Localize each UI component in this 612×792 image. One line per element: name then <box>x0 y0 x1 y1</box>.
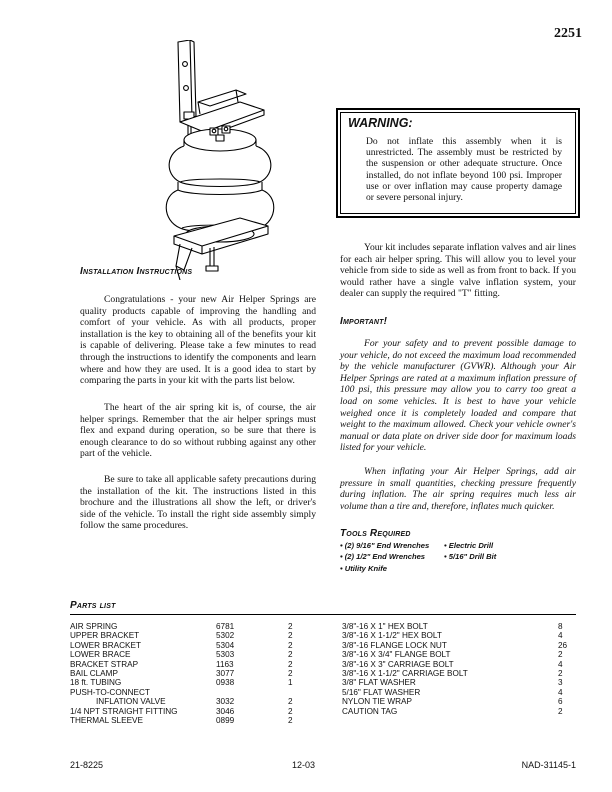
part-quantity: 2 <box>288 668 293 678</box>
part-name: BRACKET STRAP <box>70 659 139 669</box>
part-number: 5304 <box>216 640 235 650</box>
parts-list-row <box>70 641 576 650</box>
hardware-quantity: 2 <box>558 668 563 678</box>
tool-item: • Electric Drill <box>444 541 494 550</box>
part-quantity: 2 <box>288 697 293 707</box>
hardware-quantity: 8 <box>558 622 563 631</box>
part-name: 1/4 NPT STRAIGHT FITTING <box>70 706 178 716</box>
parts-list-row <box>70 707 576 716</box>
hardware-name: 3/8"-16 X 3" CARRIAGE BOLT <box>342 659 454 669</box>
tool-item: • (2) 1/2" End Wrenches <box>340 552 426 562</box>
hardware-name: 3/8"-16 X 3/4" FLANGE BOLT <box>342 650 451 660</box>
part-number: 5303 <box>216 650 235 660</box>
hardware-quantity: 26 <box>558 640 568 650</box>
air-spring-assembly-drawing <box>140 40 300 280</box>
part-name: THERMAL SLEEVE <box>70 715 143 725</box>
footer-right: NAD-31145-1 <box>521 760 576 770</box>
warning-text: Do not inflate this assembly when it is unrestricted. The assembly must be restricted by the suspension or other adequate structure. Once installed, do not inflate beyond 100 psi. Improper use or over inflation may cause property damage or severe personal injury. <box>366 136 562 204</box>
part-number: 6781 <box>216 622 235 631</box>
part-number: 3046 <box>216 706 235 716</box>
tool-item: • (2) 9/16" End Wrenches <box>340 541 430 550</box>
part-name: 18 ft. TUBING <box>70 678 122 688</box>
parts-list-row <box>70 678 576 687</box>
part-name: PUSH-TO-CONNECT <box>70 687 150 697</box>
part-number: 5302 <box>216 631 235 641</box>
footer-left: 21-8225 <box>70 760 104 770</box>
hardware-name: 3/8"-16 X 1" HEX BOLT <box>342 622 428 631</box>
important-paragraph-1: For your safety and to prevent possible damage to your vehicle, do not exceed the maximum load recommended by the vehicle manufacturer (GVWR). Although your Air Helper Springs are rated at a maximum inflation pressure of 100 psi, this pressure may allow you to carry too great a load on some vehicles. It is best to have your vehicle weighed once it is completely loaded and compare that weight to the maximum allowed. Check your vehicle owner's manual or data plate on driver side door for maximum loads listed for your vehicle. <box>340 338 576 454</box>
parts-list-row <box>70 660 576 669</box>
hardware-name: 5/16" FLAT WASHER <box>342 687 421 697</box>
part-name: BAIL CLAMP <box>70 668 118 678</box>
important-title: Important! <box>340 316 388 327</box>
installation-paragraph-3: Be sure to take all applicable safety precautions during the installation of the kit. The instructions listed in this brochure and the illustrations all show the left, or driver's side of the vehicle. To install the right side assembly simply follow the same procedures. <box>80 474 316 532</box>
hardware-name: 3/8"-16 X 1-1/2" HEX BOLT <box>342 631 442 641</box>
part-quantity: 2 <box>288 640 293 650</box>
hardware-name: 3/8"-16 X 1-1/2" CARRIAGE BOLT <box>342 668 468 678</box>
kit-description: Your kit includes separate inflation valves and air lines for each air helper spring. This will allow you to level your vehicle from side to side as well as from front to back. If you would rather have a single valve inflation system, your dealer can supply the required "T" fitting. <box>340 242 576 300</box>
parts-list-row <box>70 631 576 640</box>
part-quantity: 2 <box>288 706 293 716</box>
parts-list-table <box>70 622 576 725</box>
part-name: AIR SPRING <box>70 622 118 631</box>
hardware-name: CAUTION TAG <box>342 706 398 716</box>
parts-list-row <box>70 716 576 725</box>
parts-list-row <box>70 697 576 706</box>
installation-paragraph-2: The heart of the air spring kit is, of course, the air helper springs. Remember that the air helper springs must flex and expand during operation, so be sure that there is enough clearance to do so without rubbing against any other part of the vehicle. <box>80 402 316 460</box>
part-name: LOWER BRACKET <box>70 640 141 650</box>
part-number: 1163 <box>216 659 234 669</box>
part-name: UPPER BRACKET <box>70 631 140 641</box>
parts-list-row <box>70 622 576 631</box>
part-quantity: 2 <box>288 631 293 641</box>
part-name: INFLATION VALVE <box>96 697 166 707</box>
part-quantity: 1 <box>288 678 293 688</box>
parts-list-title: Parts list <box>70 600 116 611</box>
part-quantity: 2 <box>288 659 293 669</box>
hardware-name: NYLON TIE WRAP <box>342 697 412 707</box>
warning-title: WARNING: <box>348 116 413 130</box>
part-number: 0899 <box>216 715 235 725</box>
hardware-quantity: 2 <box>558 650 563 660</box>
tools-list <box>340 540 496 574</box>
hardware-name: 3/8" FLAT WASHER <box>342 678 416 688</box>
warning-box <box>336 108 580 218</box>
part-quantity: 2 <box>288 715 293 725</box>
hardware-quantity: 4 <box>558 631 563 641</box>
hardware-quantity: 6 <box>558 697 563 707</box>
part-number: 0938 <box>216 678 235 688</box>
tool-item: • 5/16" Drill Bit <box>444 552 497 562</box>
parts-list-divider <box>70 614 576 615</box>
installation-paragraph-1: Congratulations - your new Air Helper Springs are quality products capable of improving the handling and comfort of your vehicle. As with all products, proper installation is the key to obtaining all of the benefits your kit is capable of delivering. Please take a few minutes to read through the instructions to identify the components and learn where and how they are used. It is a good idea to start by comparing the parts in your kit with the parts list below. <box>80 294 316 387</box>
hardware-name: 3/8"-16 FLANGE LOCK NUT <box>342 640 447 650</box>
footer-date: 12-03 <box>292 760 316 770</box>
hardware-quantity: 4 <box>558 687 563 697</box>
tools-title: Tools Required <box>340 528 411 539</box>
part-name: LOWER BRACE <box>70 650 131 660</box>
parts-list-row <box>70 669 576 678</box>
document-number: 2251 <box>554 26 582 41</box>
important-paragraph-2: When inflating your Air Helper Springs, add air pressure in small quantities, checking pressure frequently during inflation. The air spring requires much less air volume than a tire and, therefore, inflates much quicker. <box>340 466 576 512</box>
part-quantity: 2 <box>288 622 293 631</box>
parts-list-row <box>70 650 576 659</box>
parts-list-row <box>70 688 576 697</box>
hardware-quantity: 4 <box>558 659 563 669</box>
hardware-quantity: 3 <box>558 678 563 688</box>
installation-title: Installation Instructions <box>80 266 193 277</box>
tool-item: • Utility Knife <box>340 563 387 573</box>
hardware-quantity: 2 <box>558 706 563 716</box>
part-number: 3032 <box>216 697 235 707</box>
part-number: 3077 <box>216 668 235 678</box>
part-quantity: 2 <box>288 650 293 660</box>
